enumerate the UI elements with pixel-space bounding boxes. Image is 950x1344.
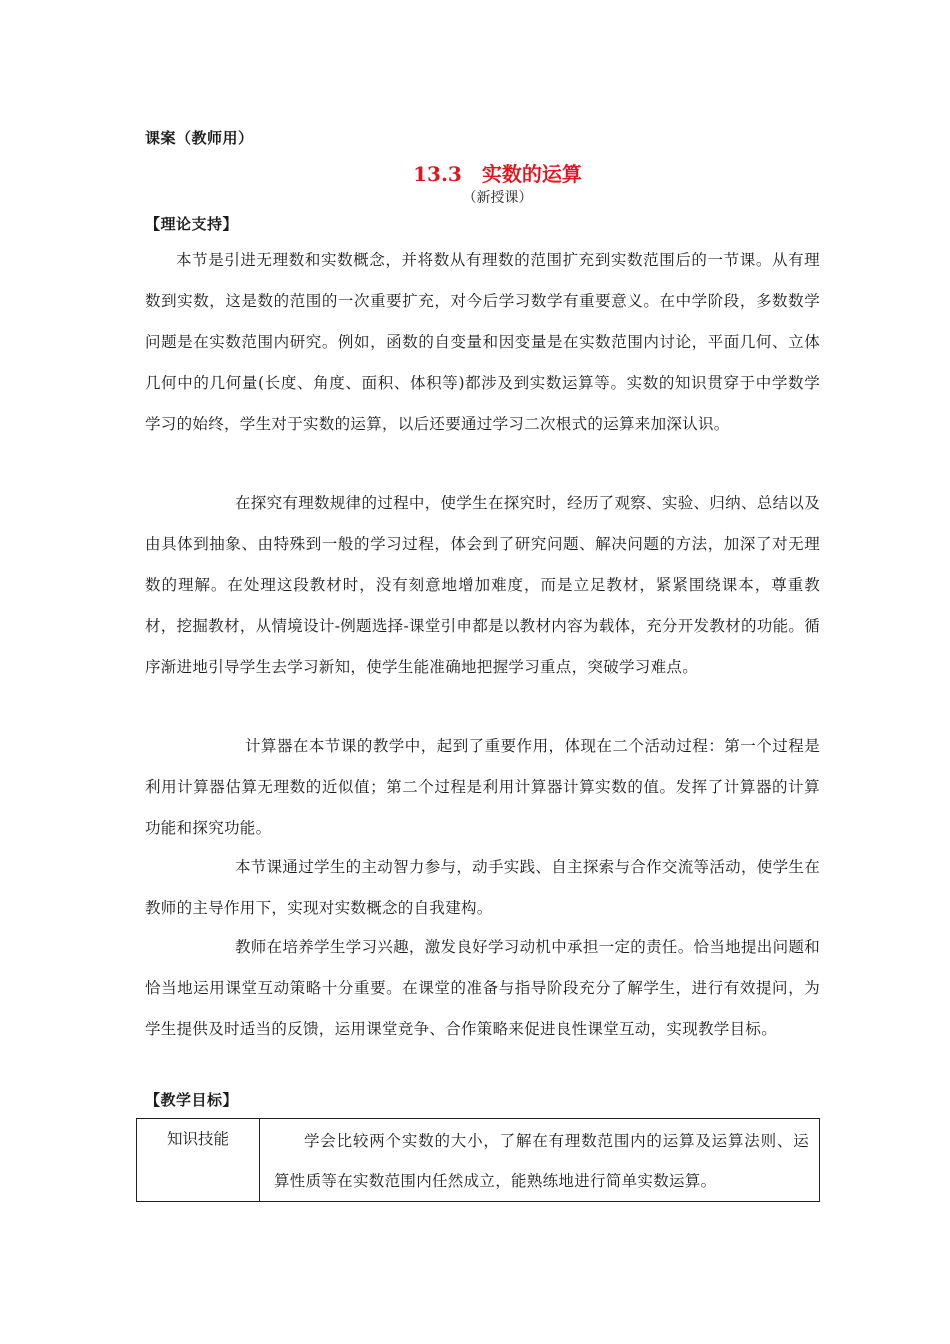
- goals-heading: 【教学目标】: [145, 1091, 239, 1109]
- goal-label: 知识技能: [137, 1119, 260, 1202]
- theory-paragraph-2: 在探究有理数规律的过程中，使学生在探究时，经历了观察、实验、归纳、总结以及由具体到抽象、由特殊到一般的学习过程，体会到了研究问题、解决问题的方法，加深了对无理数的理解。在处理这段教材时，没有刻意地增加难度，而是立足教材，紧紧围绕课本，尊重教材，挖掘教材，从情境设计-例题选择-课堂引申都是以教材内容为载体，充分开发教材的功能。循序渐进地引导学生去学习新知，使学生能准确地把握学习重点，突破学习难点。: [145, 494, 820, 676]
- goals-table: [136, 1118, 820, 1202]
- theory-paragraph-4: 本节课通过学生的主动智力参与，动手实践、自主探索与合作交流等活动，使学生在教师的主导作用下，实现对实数概念的自我建构。: [145, 858, 820, 917]
- theory-paragraph-3: 计算器在本节课的教学中，起到了重要作用，体现在二个活动过程：第一个过程是利用计算器估算无理数的近似值；第二个过程是利用计算器计算实数的值。发挥了计算器的计算功能和探究功能。: [145, 737, 820, 837]
- document-subtitle: （新授课）: [462, 190, 533, 206]
- table-row: [137, 1119, 820, 1202]
- theory-paragraph-1: 本节是引进无理数和实数概念，并将数从有理数的范围扩充到实数范围后的一节课。从有理数到实数，这是数的范围的一次重要扩充，对今后学习数学有重要意义。在中学阶段，多数数学问题是在实数范围内研究。例如，函数的自变量和因变量是在实数范围内讨论，平面几何、立体几何中的几何量(长度、角度、面积、体积等)都涉及到实数运算等。实数的知识贯穿于中学数学学习的始终，学生对于实数的运算，以后还要通过学习二次根式的运算来加深认识。: [145, 251, 820, 433]
- theory-paragraph-5: 教师在培养学生学习兴趣，激发良好学习动机中承担一定的责任。恰当地提出问题和恰当地运用课堂互动策略十分重要。在课堂的准备与指导阶段充分了解学生，进行有效提问，为学生提供及时适当的反馈，运用课堂竞争、合作策略来促进良性课堂互动，实现教学目标。: [145, 938, 820, 1038]
- document-title: 13.3 实数的运算: [413, 162, 582, 186]
- document-header: 课案（教师用）: [145, 129, 254, 147]
- goal-content: 学会比较两个实数的大小，了解在有理数范围内的运算及运算法则、运算性质等在实数范围内任然成立，能熟练地进行简单实数运算。: [260, 1119, 820, 1202]
- theory-heading: 【理论支持】: [145, 215, 239, 233]
